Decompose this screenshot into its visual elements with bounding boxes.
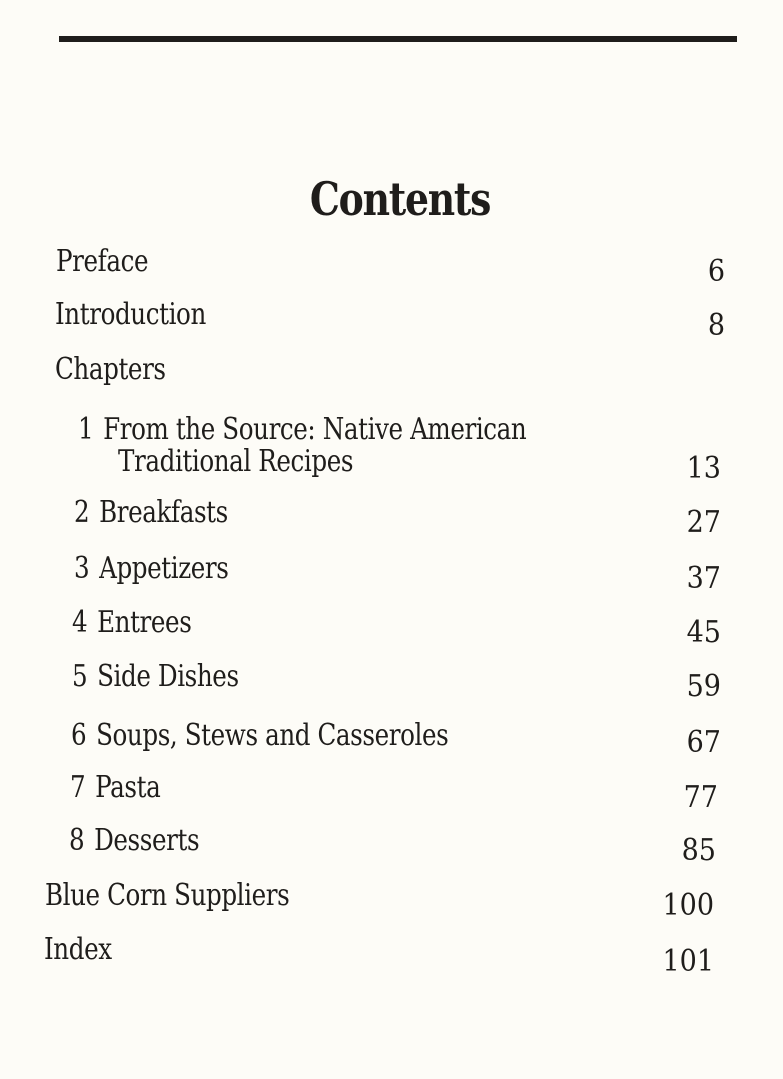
toc-page-chapter-7: 77 (683, 780, 718, 815)
chapter-title: Desserts (94, 823, 200, 858)
toc-entry-chapter-1-line-2: Traditional Recipes (118, 444, 354, 479)
toc-chapters-heading: Chapters (55, 352, 166, 387)
toc-entry-chapter-1 (78, 412, 526, 447)
chapter-number: 1 (78, 412, 94, 447)
toc-entry-chapter-2 (74, 495, 228, 530)
chapter-number: 3 (74, 551, 90, 586)
toc-entry-blue-corn-suppliers: Blue Corn Suppliers (45, 878, 290, 913)
toc-entry-index: Index (44, 932, 112, 967)
toc-page-introduction: 8 (707, 308, 725, 343)
page-title: Contents (309, 172, 491, 226)
toc-entry-chapter-5 (72, 659, 239, 694)
chapter-number: 6 (71, 718, 87, 753)
chapter-title: Entrees (97, 605, 192, 640)
toc-entry-chapter-8 (69, 823, 199, 858)
toc-entry-preface: Preface (56, 244, 149, 279)
chapter-title: From the Source: Native American (103, 412, 527, 447)
chapter-title: Soups, Stews and Casseroles (96, 718, 449, 753)
toc-page-chapter-8: 85 (681, 833, 716, 868)
toc-page-chapter-1: 13 (686, 451, 721, 486)
toc-page-chapter-6: 67 (686, 725, 721, 760)
toc-entry-chapter-3 (74, 551, 228, 586)
chapter-title: Appetizers (99, 551, 229, 586)
toc-page-chapter-3: 37 (686, 561, 721, 596)
toc-page-blue-corn-suppliers: 100 (662, 888, 714, 923)
chapter-number: 4 (72, 605, 88, 640)
chapter-number: 8 (69, 823, 85, 858)
toc-page-preface: 6 (707, 254, 725, 289)
toc-page-index: 101 (662, 944, 714, 979)
chapter-title: Breakfasts (99, 495, 228, 530)
toc-entry-chapter-6 (71, 718, 448, 753)
top-rule (59, 36, 737, 42)
chapter-title: Side Dishes (97, 659, 239, 694)
toc-page-chapter-5: 59 (686, 669, 721, 704)
toc-entry-chapter-4 (72, 605, 191, 640)
chapter-number: 2 (74, 495, 90, 530)
toc-entry-introduction: Introduction (55, 297, 206, 332)
chapter-title: Pasta (95, 770, 161, 805)
toc-page-chapter-4: 45 (686, 615, 721, 650)
chapter-number: 7 (70, 770, 86, 805)
toc-page-chapter-2: 27 (686, 505, 721, 540)
toc-entry-chapter-7 (70, 770, 160, 805)
chapter-number: 5 (72, 659, 88, 694)
